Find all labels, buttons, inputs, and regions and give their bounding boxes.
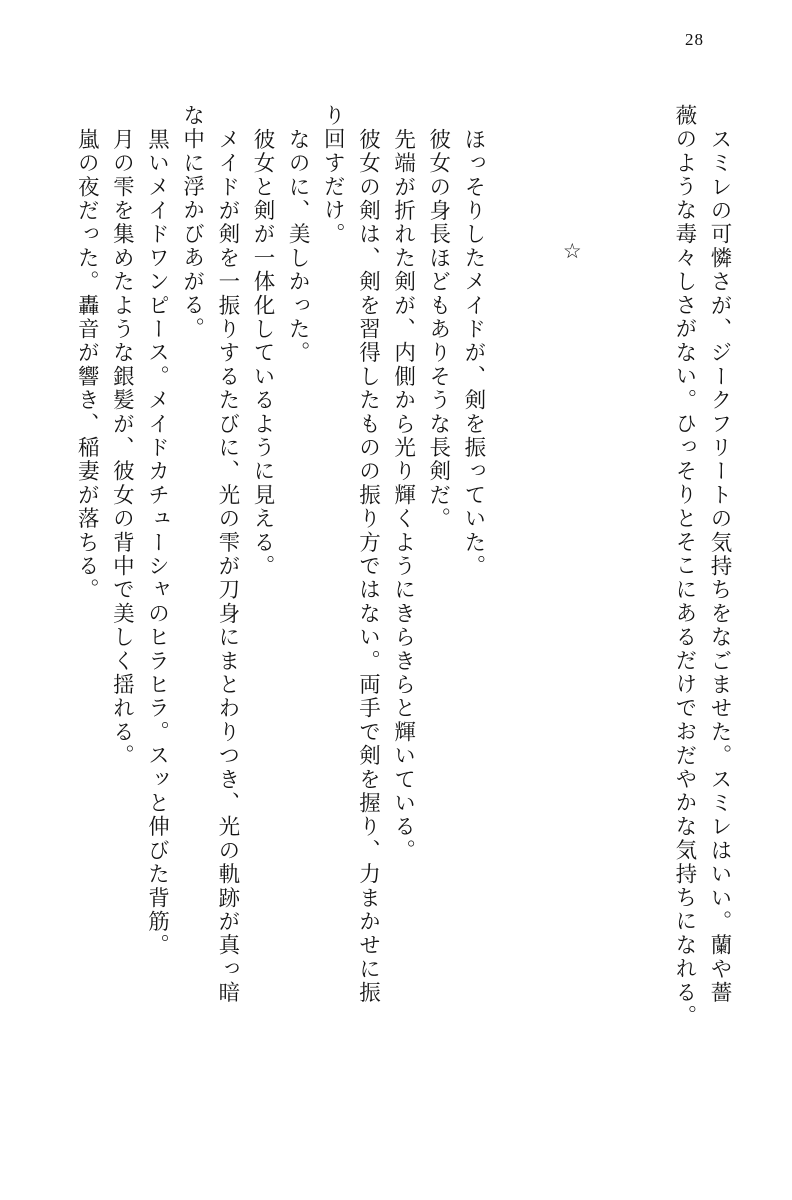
text-line: メイドが剣を一振りするたびに、光の雫が刀身にまとわりつき、光の軌跡が真っ暗 [215,128,240,1005]
text-line: 彼女の剣は、剣を習得したものの振り方ではない。両手で剣を握り、力まかせに振 [356,128,381,1005]
text-line: 彼女と剣が一体化しているように見える。 [250,128,275,579]
star-icon: ☆ [560,239,585,263]
text-line: 黒いメイドワンピース。メイドカチューシャのヒラヒラ。スッと伸びた背筋。 [145,128,170,958]
text-line: 嵐の夜だった。轟音が響き、稲妻が落ちる。 [75,128,100,602]
text-line: 先端が折れた剣が、内側から光り輝くようにきらきらと輝いている。 [391,128,416,863]
text-line: 月の雫を集めたような銀髪が、彼女の背中で美しく揺れる。 [110,128,135,768]
text-line: り回すだけ。 [321,104,346,247]
section-divider [554,104,589,1160]
blank-line [484,104,519,1160]
text-line: 薇のような毒々しさがない。ひっそりとそこにあるだけでおだやかな気持ちになれる。 [672,104,697,1029]
text-line: ほっそりしたメイドが、剣を振っていた。 [461,128,486,579]
blank-line [519,104,554,1160]
vertical-text-body [62,104,730,1160]
text-line: スミレの可憐さが、ジークフリートの気持ちをなごませた。スミレはいい。蘭や薔 [708,128,732,1005]
page-number: 28 [685,30,704,49]
blank-line [625,104,660,1160]
text-line: な中に浮かびあがる。 [180,104,205,341]
blank-line [589,104,624,1160]
text-line: 彼女の身長ほどもありそうな長剣だ。 [426,128,451,531]
text-line: なのに、美しかった。 [286,128,311,365]
